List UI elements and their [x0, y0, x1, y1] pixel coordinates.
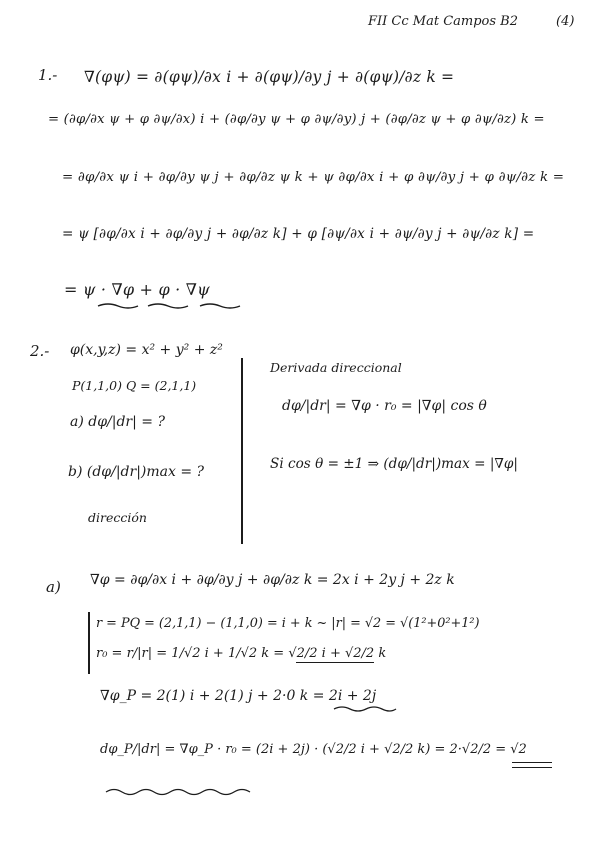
solution-a-vector-r: r = PQ = (2,1,1) − (1,1,0) = i + k ~ |r| = √2 = √(1²+0²+1²): [96, 616, 480, 631]
problem-2-number: 2.-: [30, 342, 50, 360]
problem-2-function: φ(x,y,z) = x² + y² + z²: [70, 342, 223, 358]
solution-a-label: a): [46, 578, 61, 596]
result-underline: [96, 300, 246, 312]
solution-a-gradient-at-p: ∇φ_P = 2(1) i + 2(1) j + 2·0 k = 2i + 2j: [100, 688, 377, 704]
problem-1-number: 1.-: [38, 66, 58, 84]
column-divider: [241, 358, 243, 544]
page-header: [368, 14, 518, 29]
derivada-formula: dφ/|dr| = ∇φ · r₀ = |∇φ| cos θ: [282, 398, 487, 414]
problem-2-part-b: b) (dφ/|dr|)max = ?: [68, 464, 205, 480]
problem-1-line-3: = ∂φ/∂x ψ i + ∂φ/∂y ψ j + ∂φ/∂z ψ k + ψ ∂φ/∂x i + φ ∂ψ/∂y j + φ ∂ψ/∂z k =: [62, 170, 565, 185]
page-mark: (4): [556, 14, 575, 29]
problem-2-part-a: a) dφ/|dr| = ?: [70, 414, 165, 430]
problem-1-line-1: ∇(φψ) = ∂(φψ)/∂x i + ∂(φψ)/∂y j + ∂(φψ)/∂z k =: [84, 68, 455, 86]
solution-a-directional-derivative: dφ_P/|dr| = ∇φ_P · r₀ = (2i + 2j) · (√2/2 i + √2/2 k) = 2·√2/2 = √2: [100, 742, 527, 757]
unit-vector-underline: [296, 662, 374, 663]
problem-2-direccion: dirección: [88, 510, 147, 525]
bracket-line: [88, 612, 90, 674]
derivada-title: Derivada direccional: [270, 360, 402, 375]
problem-1-result: = ψ · ∇φ + φ · ∇ψ: [64, 280, 210, 299]
si-cos-line: Si cos θ = ±1 ⇒ (dφ/|dr|)max = |∇φ|: [270, 456, 518, 472]
solution-a-unit-vector: r₀ = r/|r| = 1/√2 i + 1/√2 k = √2/2 i + √2/2 k: [96, 646, 387, 661]
problem-2-points: P(1,1,0) Q = (2,1,1): [72, 378, 197, 393]
solution-a-gradient: ∇φ = ∂φ/∂x i + ∂φ/∂y j + ∂φ/∂z k = 2x i + 2y j + 2z k: [90, 572, 455, 588]
answer-underline-1: [512, 762, 552, 763]
problem-1-line-4: = ψ [∂φ/∂x i + ∂φ/∂y j + ∂φ/∂z k] + φ [∂ψ/∂x i + ∂ψ/∂y j + ∂ψ/∂z k] =: [62, 226, 535, 242]
final-underline: [104, 786, 254, 798]
answer-underline-2: [512, 767, 552, 768]
gradient-p-underline: [332, 704, 398, 714]
problem-1-line-2: = (∂φ/∂x ψ + φ ∂ψ/∂x) i + (∂φ/∂y ψ + φ ∂ψ/∂y) j + (∂φ/∂z ψ + φ ∂ψ/∂z) k =: [48, 112, 545, 127]
header-title: FII Cc Mat Campos B2: [368, 14, 519, 29]
